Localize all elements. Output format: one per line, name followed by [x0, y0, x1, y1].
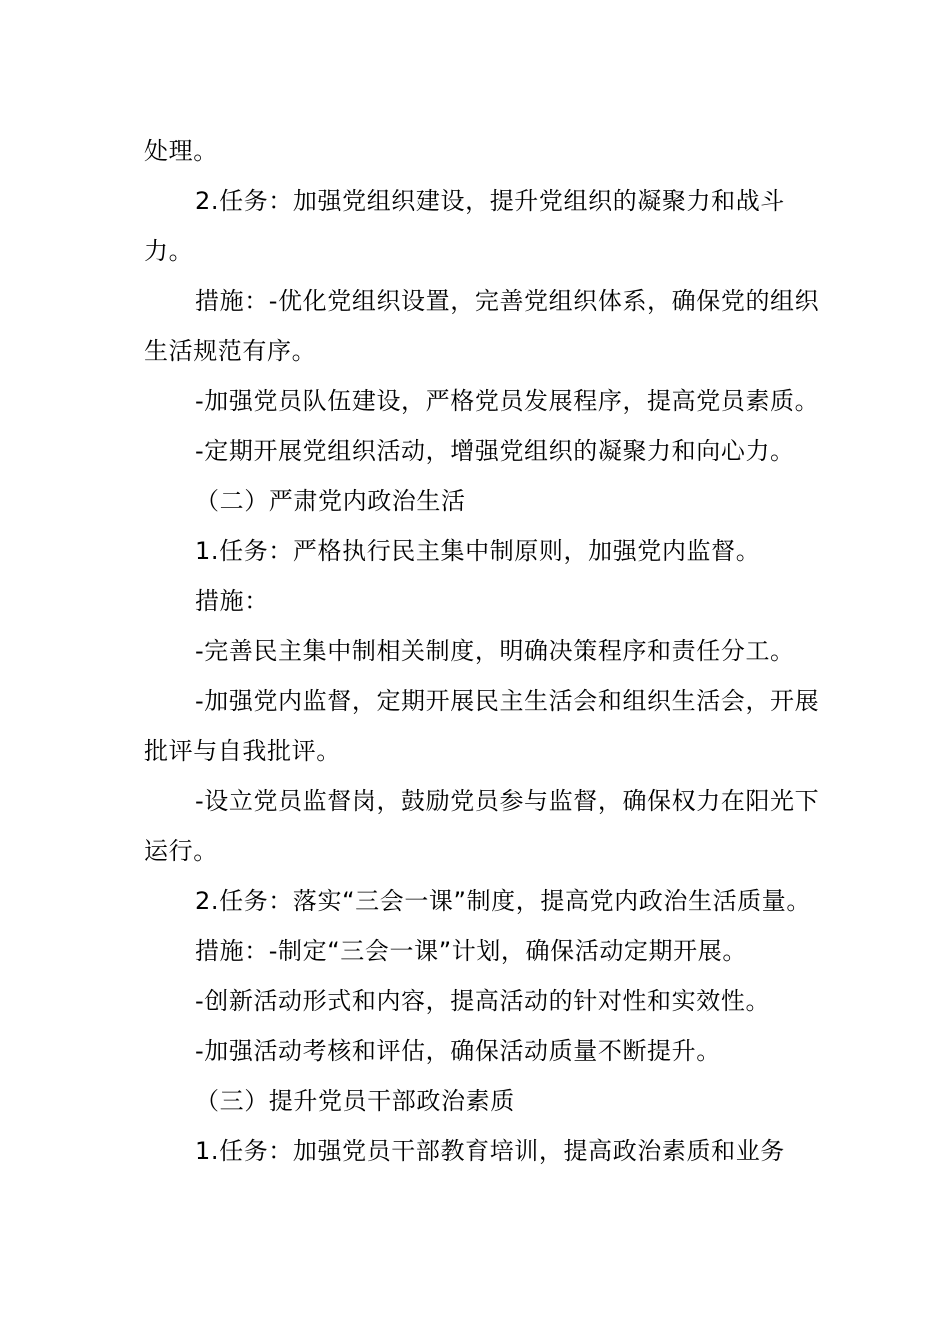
- paragraph: -定期开展党组织活动，增强党组织的凝聚力和向心力。: [195, 437, 795, 465]
- document-body: [144, 126, 824, 1176]
- section-heading: （三）提升党员干部政治素质: [195, 1087, 515, 1115]
- paragraph: 2.任务：加强党组织建设，提升党组织的凝聚力和战斗力。: [144, 187, 785, 265]
- paragraph: 处理。: [144, 137, 218, 165]
- paragraph: -加强党内监督，定期开展民主生活会和组织生活会，开展批评与自我批评。: [144, 687, 820, 765]
- section-heading: （二）严肃党内政治生活: [195, 487, 466, 515]
- paragraph: 措施：-优化党组织设置，完善党组织体系，确保党的组织生活规范有序。: [144, 287, 820, 365]
- paragraph: -创新活动形式和内容，提高活动的针对性和实效性。: [195, 987, 771, 1015]
- paragraph: 1.任务：严格执行民主集中制原则，加强党内监督。: [195, 537, 761, 565]
- paragraph: -加强党员队伍建设，严格党员发展程序，提高党员素质。: [195, 387, 820, 415]
- paragraph: -设立党员监督岗，鼓励党员参与监督，确保权力在阳光下运行。: [144, 787, 820, 865]
- paragraph: -完善民主集中制相关制度，明确决策程序和责任分工。: [195, 637, 795, 665]
- paragraph: 1.任务：加强党员干部教育培训，提高政治素质和业务: [195, 1137, 785, 1165]
- paragraph: 措施：: [195, 587, 269, 615]
- paragraph: -加强活动考核和评估，确保活动质量不断提升。: [195, 1037, 721, 1065]
- paragraph: 2.任务：落实“三会一课”制度，提高党内政治生活质量。: [195, 887, 811, 915]
- paragraph: 措施：-制定“三会一课”计划，确保活动定期开展。: [195, 937, 747, 965]
